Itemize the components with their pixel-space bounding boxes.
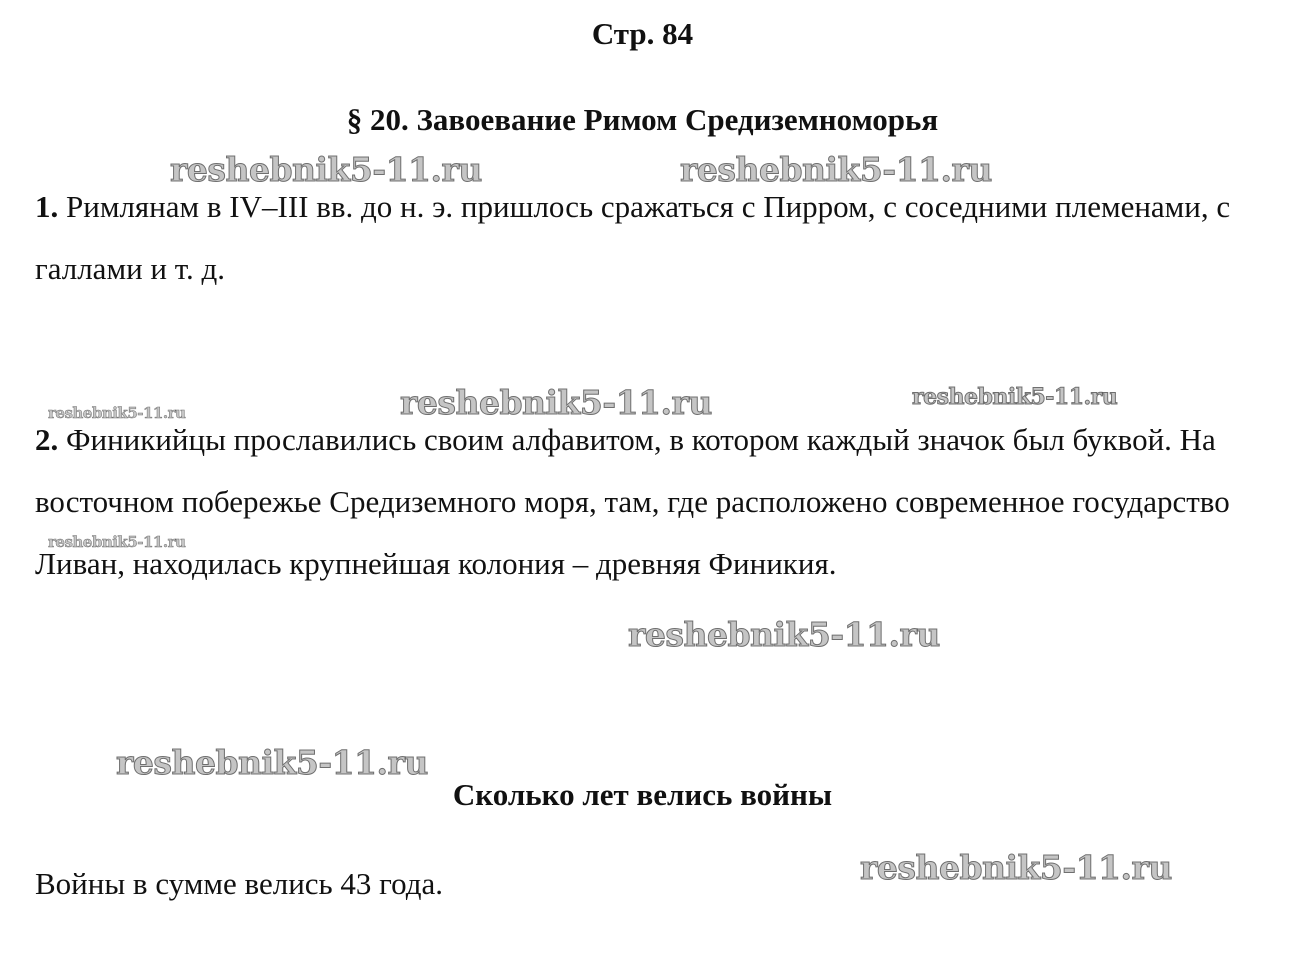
section-title: § 20. Завоевание Римом Средиземноморья: [346, 102, 939, 137]
final-answer: Войны в сумме велись 43 года.: [35, 866, 444, 901]
watermark: reshebnik5-11.ru: [628, 615, 940, 654]
page-number: Стр. 84: [591, 16, 694, 51]
watermark: reshebnik5-11.ru: [860, 848, 1172, 887]
answer-number: 2.: [35, 422, 59, 457]
watermark: reshebnik5-11.ru: [116, 743, 428, 782]
watermark: reshebnik5-11.ru: [170, 150, 482, 189]
watermark: reshebnik5-11.ru: [48, 533, 186, 551]
watermark: reshebnik5-11.ru: [680, 150, 992, 189]
answer-text: Финикийцы прославились своим алфавитом, в котором каждый значок был буквой. На восточном побережье Средиземного моря, там, где расположено современное государство Ливан, находилась крупнейшая колония – древняя Финикия.: [35, 422, 1230, 581]
answer-number: 1.: [35, 189, 59, 224]
answer-text: Римлянам в IV–III вв. до н. э. пришлось сражаться с Пирром, с соседними племенами, с галлами и т. д.: [35, 189, 1231, 286]
answer-2: [35, 409, 1275, 595]
watermark: reshebnik5-11.ru: [912, 384, 1118, 410]
watermark: reshebnik5-11.ru: [48, 404, 186, 422]
subheading: Сколько лет велись войны: [452, 777, 833, 812]
answer-1: [35, 176, 1275, 300]
watermark: reshebnik5-11.ru: [400, 383, 712, 422]
